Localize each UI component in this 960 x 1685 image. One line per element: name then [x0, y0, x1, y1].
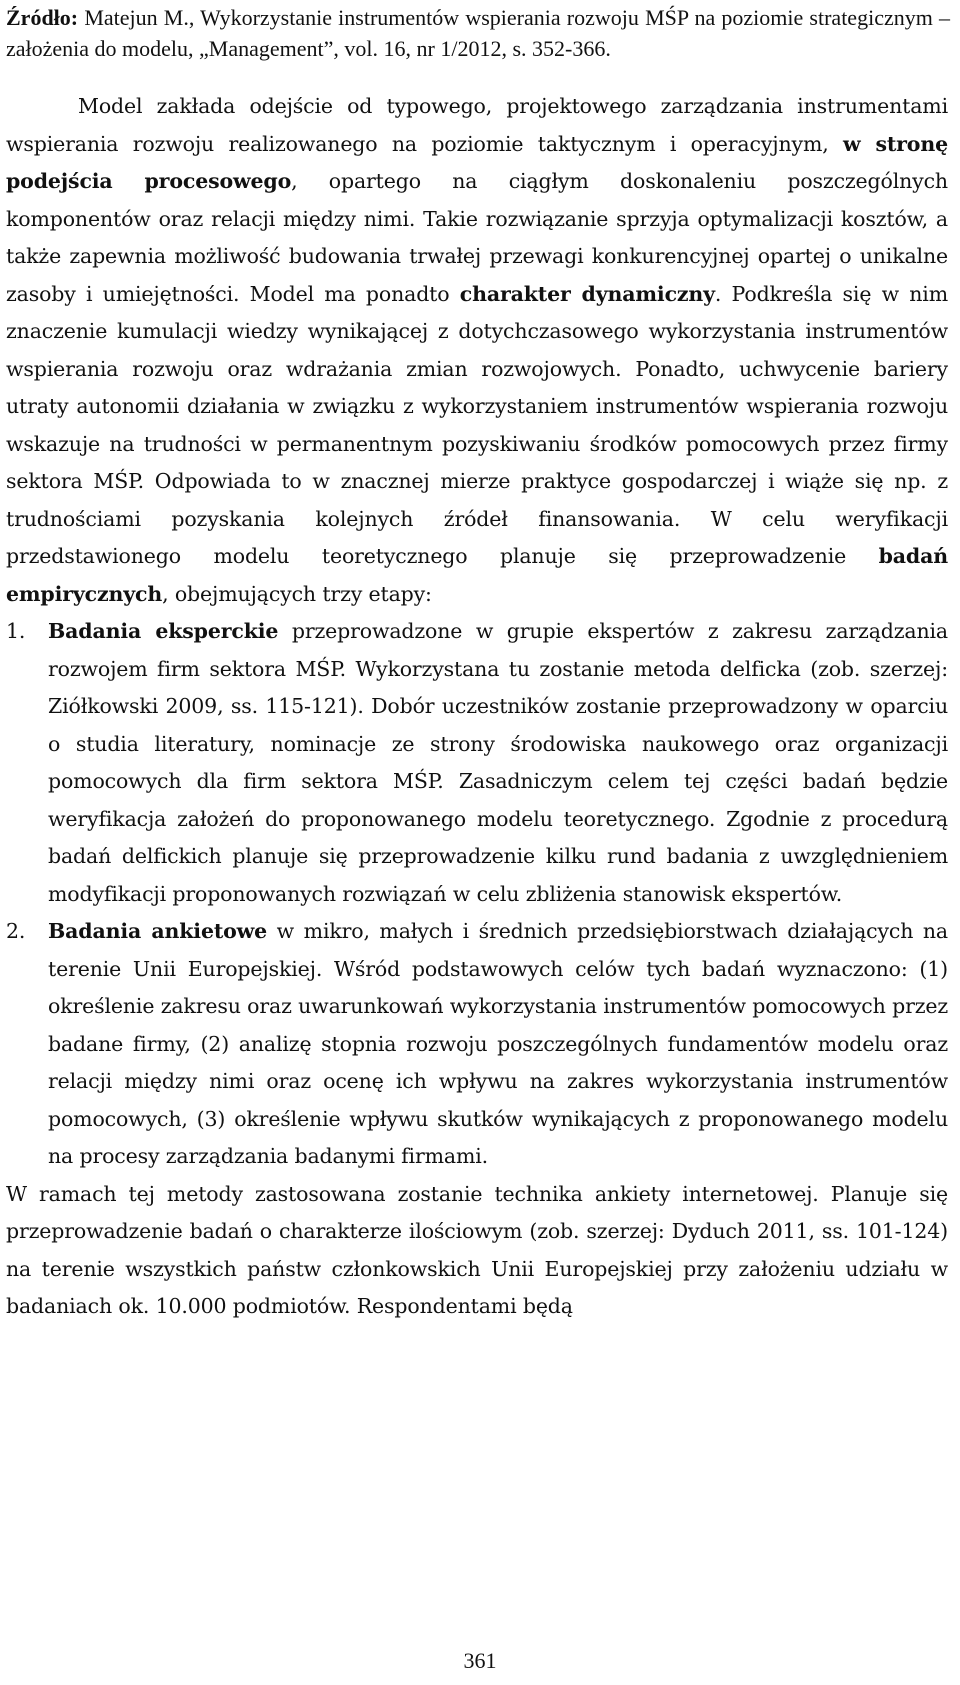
list-item-title: Badania ankietowe [48, 919, 268, 943]
bold-phrase-process-approach: w stronę podejścia procesowego [6, 131, 948, 193]
list-item-number: 1. [6, 619, 26, 643]
list-item [6, 913, 948, 1176]
text-run: Model zakłada odejście od typowego, projektowego zarządzania instrumentami wspierania rozwoju realizowanego na poziomie taktycznym i operacyjnym, [6, 94, 948, 156]
list-item-title: Badania eksperckie [48, 619, 279, 643]
source-citation [6, 2, 950, 64]
list-item-number: 2. [6, 919, 26, 943]
source-label: Źródło: [6, 5, 79, 30]
text-run: , opartego na ciągłym doskonaleniu poszczególnych komponentów oraz relacji między nimi. Takie rozwiązanie sprzyja optymalizacji kosztów, a także zapewnia możliwość budowania trwałej przewagi konkurencyjnej opartej o unikalne zasoby i umiejętności. Model ma ponadto [6, 169, 948, 306]
source-text: Matejun M., Wykorzystanie instrumentów wspierania rozwoju MŚP na poziomie strategicznym – założenia do modelu, „Management”, vol. 16, nr 1/2012, s. 352-366. [6, 5, 951, 61]
page-number: 361 [463, 1648, 497, 1673]
list-item [6, 613, 948, 913]
list-item-text: przeprowadzone w grupie ekspertów z zakresu zarządzania rozwojem firm sektora MŚP. Wykorzystana tu zostanie metoda delficka (zob. szerzej: Ziółkowski 2009, ss. 115-121). Dobór uczestników zostanie przeprowadzony w oparciu o studia literatury, nominacje ze strony środowiska naukowego oraz organizacji pomocowych dla firm sektora MŚP. Zasadniczym celem tej części badań będzie weryfikacja założeń do proponowanego modelu teoretycznego. Zgodnie z procedurą badań delfickich planuje się przeprowadzenie kilku rund badania z uwzględnieniem modyfikacji proponowanych rozwiązań w celu zbliżenia stanowisk ekspertów. [48, 619, 948, 906]
paragraph-survey-method: W ramach tej metody zastosowana zostanie technika ankiety internetowej. Planuje się przeprowadzenie badań o charakterze ilościowym (zob. szerzej: Dyduch 2011, ss. 101-124) na terenie wszystkich państw członkowskich Unii Europejskiej przy założeniu udziału w badaniach ok. 10.000 podmiotów. Respondentami będą [6, 1181, 948, 1318]
list-item-text: w mikro, małych i średnich przedsiębiorstwach działających na terenie Unii Europejskiej. Wśród podstawowych celów tych badań wyznaczono: (1) określenie zakresu oraz uwarunkowań wykorzystania instrumentów pomocowych przez badane firmy, (2) analizę stopnia rozwoju poszczególnych fundamentów modelu oraz relacji między nimi oraz ocenę ich wpływu na zakres wykorzystania instrumentów pomocowych, (3) określenie wpływu skutków wynikających z proponowanego modelu na procesy zarządzania badanymi firmami. [48, 919, 949, 1168]
bold-phrase-dynamic-character: charakter dynamiczny [459, 281, 715, 306]
text-run: , obejmujących trzy etapy: [162, 581, 432, 606]
bold-phrase-empirical-research: badań empirycznych [6, 544, 948, 606]
research-stages-list [6, 613, 948, 1176]
body-text [6, 88, 948, 1326]
text-run: . Podkreśla się w nim znaczenie kumulacji wiedzy wynikającej z dotychczasowego wykorzystania instrumentów wspierania rozwoju oraz wdrażania zmian rozwojowych. Ponadto, uchwycenie bariery utraty autonomii działania w związku z wykorzystaniem instrumentów wspierania rozwoju wskazuje na trudności w permanentnym pozyskiwaniu środków pomocowych przez firmy sektora MŚP. Odpowiada to w znacznej mierze praktyce gospodarczej i wiąże się np. z trudnościami pozyskania kolejnych źródeł finansowania. W celu weryfikacji przedstawionego modelu teoretycznego planuje się przeprowadzenie [6, 281, 949, 568]
paragraph-model-description [6, 88, 948, 613]
